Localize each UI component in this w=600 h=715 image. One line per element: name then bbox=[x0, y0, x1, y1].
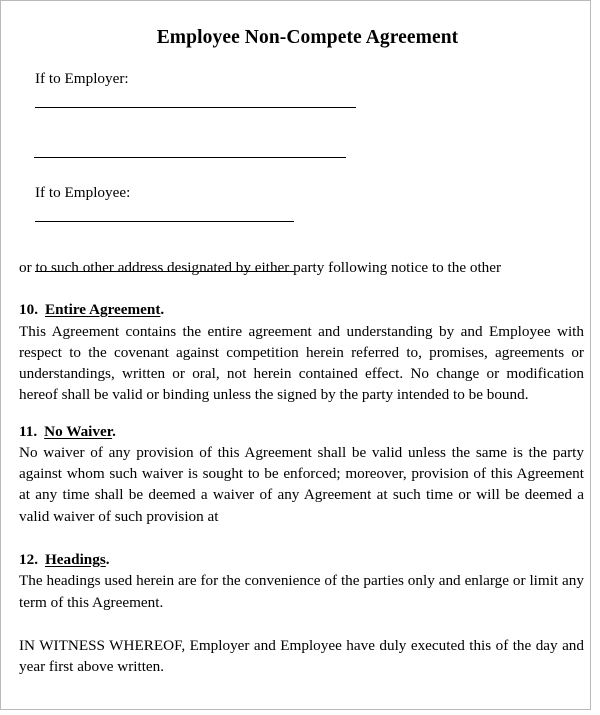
section-title-10: Entire Agreement bbox=[44, 301, 161, 319]
section-heading-12 bbox=[19, 549, 584, 571]
spacer bbox=[19, 527, 584, 549]
notice-address-block bbox=[19, 71, 584, 272]
section-body-10: This Agreement contains the entire agreement and understanding by and Employee with respect to the covenant against competition herein referred to, promises, agreements or understandings, written or oral, not herein contained effect. No change or modification hereof shall be valid or binding unless the signed by the party intended to be bound. bbox=[19, 322, 584, 404]
section-number-10: 10. bbox=[19, 301, 38, 319]
section-title-12: Headings bbox=[44, 550, 106, 568]
section-body-12: The headings used herein are for the convenience of the parties only and enlarge or limit any term of this Agreement. bbox=[19, 572, 584, 611]
notice-trailing-text: or to such other address designated by either party following notice to the other bbox=[19, 259, 502, 276]
spacer bbox=[19, 406, 584, 421]
if-to-employer-label: If to Employer: bbox=[35, 70, 129, 87]
section-body-11: No waiver of any provision of this Agreement shall be valid unless the same is the party against whom such waiver is sought to be enforced; moreover, provision of this Agreement at any time shall be deemed a waiver of any Agreement at such time or will be deemed a valid waiver of such provision at bbox=[19, 444, 584, 525]
spacer bbox=[19, 613, 584, 635]
closing-paragraph: IN WITNESS WHEREOF, Employer and Employee have duly executed this of the day and year first above written. bbox=[19, 636, 584, 675]
section-heading-10 bbox=[19, 299, 584, 321]
page-title: Employee Non-Compete Agreement bbox=[156, 27, 459, 48]
section-title-11-period: . bbox=[112, 422, 116, 440]
spacer bbox=[19, 86, 584, 107]
spacer bbox=[19, 278, 584, 299]
spacer bbox=[19, 158, 584, 185]
section-title-11: No Waiver bbox=[44, 422, 113, 440]
section-title-10-period: . bbox=[160, 301, 165, 319]
section-title-12-period: . bbox=[105, 550, 110, 568]
section-heading-11 bbox=[19, 421, 584, 443]
spacer bbox=[19, 200, 584, 221]
document-body bbox=[19, 257, 584, 677]
section-number-11: 11. bbox=[19, 422, 38, 440]
section-number-12: 12. bbox=[19, 550, 38, 568]
spacer bbox=[19, 108, 584, 157]
if-to-employee-label: If to Employee: bbox=[35, 184, 131, 202]
